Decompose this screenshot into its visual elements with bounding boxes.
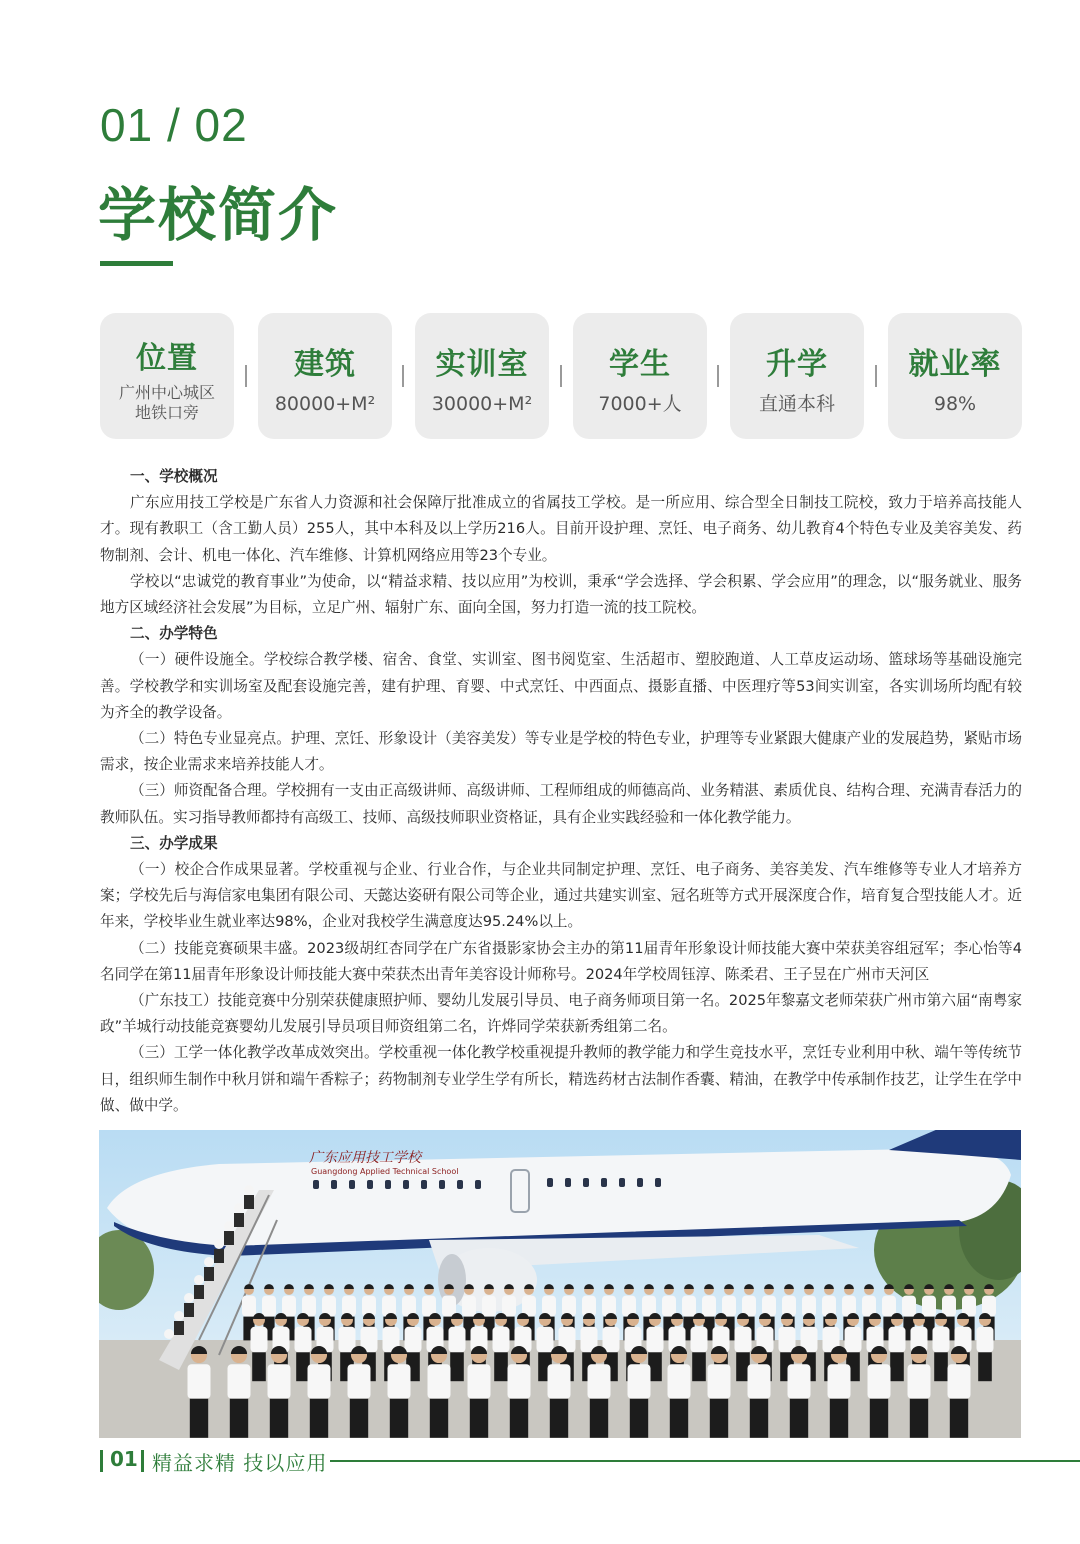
person-shirt xyxy=(682,1296,696,1317)
paragraph: （三）师资配备合理。学校拥有一支由正高级讲师、高级讲师、工程师组成的师德高尚、业务精湛、素质优良、结构合理、充满青春活力的教师队伍。实习指导教师都持有高级工、技师、高级技师职业资格证，具有企业实践经验和一体化教学能力。 xyxy=(100,782,1022,826)
page-title: 学校简介 xyxy=(98,181,339,249)
person-shirt xyxy=(339,1327,356,1353)
person-trousers xyxy=(450,1352,464,1381)
paragraph: （三）工学一体化教学改革成效突出。学校重视一体化教学校重视提升教师的教学能力和学生竞技水平，烹饪专业利用中秋、端午等传统节日，组织师生制作中秋月饼和端午香粽子；药物制剂专业学生学有所长，精选药材古法制作香囊、精油，在教学中传承制作技艺，让学生在学中做、做中学。 xyxy=(100,1044,1022,1114)
person-shirt xyxy=(493,1327,510,1353)
stat-value: 广州中心城区 xyxy=(118,383,215,402)
paragraph: （二）特色专业显亮点。护理、烹饪、形象设计（美容美发）等专业是学校的特色专业，护理等专业紧跟大健康产业的发展趋势，紧贴市场需求，按企业需求来培养技能人才。 xyxy=(100,730,1022,774)
section-heading: 三、办学成果 xyxy=(130,834,218,852)
person-trousers xyxy=(870,1399,888,1438)
person-shirt xyxy=(449,1327,466,1353)
stat-card-further-study xyxy=(730,313,864,439)
stat-value: 直通本科 xyxy=(758,393,835,415)
person-shirt xyxy=(502,1296,516,1317)
stat-label: 就业率 xyxy=(908,347,1002,382)
plane-lettering-en: Guangdong Applied Technical School xyxy=(311,1167,459,1176)
person-shirt xyxy=(668,1364,691,1399)
paragraph: （一）硬件设施全。学校综合教学楼、宿舍、食堂、实训室、图书阅览室、生活超市、塑胶跑道、人工草皮运动场、篮球场等基础设施完善。学校教学和实训场室及配套设施完善，建有护理、育婴、中式烹饪、中西面点、摄影直播、中医理疗等53间实训室，各实训场所均配有较为齐全的教学设备。 xyxy=(100,651,1022,721)
stat-card-building xyxy=(258,313,392,439)
section-heading: 一、学校概况 xyxy=(130,468,218,485)
person-trousers xyxy=(978,1352,992,1381)
stat-card-training-rooms xyxy=(415,313,549,439)
person-shirt xyxy=(828,1364,851,1399)
person-shirt xyxy=(788,1364,811,1399)
person-trousers xyxy=(590,1399,608,1438)
person-shirt xyxy=(428,1364,451,1399)
person-shirt xyxy=(902,1296,916,1317)
body-text xyxy=(100,464,1022,1119)
footer-slogan: 精益求精 技以应用 xyxy=(152,1451,328,1475)
person-shirt xyxy=(647,1327,664,1353)
person-shirt xyxy=(188,1364,211,1399)
person-trousers xyxy=(750,1399,768,1438)
footer-page-number: 01 xyxy=(110,1447,138,1471)
footer-bar xyxy=(100,1450,103,1472)
stat-card-location xyxy=(100,313,234,439)
section-heading: 二、办学特色 xyxy=(130,625,218,643)
person-shirt xyxy=(708,1364,731,1399)
person-shirt xyxy=(228,1364,251,1399)
person-trousers xyxy=(670,1399,688,1438)
person-shirt xyxy=(691,1327,708,1353)
person-trousers xyxy=(790,1399,808,1438)
person-trousers xyxy=(950,1399,968,1438)
stat-divider xyxy=(245,365,247,387)
person-shirt xyxy=(933,1327,950,1353)
person-shirt xyxy=(482,1296,496,1317)
paragraph: （一）校企合作成果显著。学校重视与企业、行业合作，与企业共同制定护理、烹饪、电子商务、美容美发、汽车维修等专业人才培养方案；学校先后与海信家电集团有限公司、天懿达姿研有限公司等企业，通过共建实训室、冠名班等方式开展深度合作，培育复合型技能人才。近年来，学校毕业生就业率达98%，企业对我校学生满意度达95.24%以上。 xyxy=(100,861,1022,931)
person-shirt xyxy=(603,1327,620,1353)
person-trousers xyxy=(910,1399,928,1438)
stats-row xyxy=(100,313,1022,439)
person-shirt xyxy=(882,1296,896,1317)
person-shirt xyxy=(922,1296,936,1317)
person-trousers xyxy=(230,1399,248,1438)
person-shirt xyxy=(468,1364,491,1399)
page-number: 01 / 02 xyxy=(100,99,248,151)
group-photo-illustration xyxy=(99,1130,1021,1438)
person-trousers xyxy=(270,1399,288,1438)
title-underline xyxy=(100,261,173,266)
person-shirt xyxy=(442,1296,456,1317)
person-shirt xyxy=(388,1364,411,1399)
stat-divider xyxy=(560,365,562,387)
person-shirt xyxy=(295,1327,312,1353)
person-trousers xyxy=(310,1399,328,1438)
person-shirt xyxy=(942,1296,956,1317)
stat-divider xyxy=(402,365,404,387)
person-shirt xyxy=(908,1364,931,1399)
person-shirt xyxy=(868,1364,891,1399)
person-shirt xyxy=(662,1296,676,1317)
stat-value: 30000+M² xyxy=(431,393,533,415)
stat-value-line2: 地铁口旁 xyxy=(134,403,199,422)
person-trousers xyxy=(494,1352,508,1381)
person-shirt xyxy=(588,1364,611,1399)
person-trousers xyxy=(470,1399,488,1438)
person-shirt xyxy=(251,1327,268,1353)
stat-label: 学生 xyxy=(609,347,671,382)
person-shirt xyxy=(268,1364,291,1399)
stat-label: 位置 xyxy=(136,341,198,376)
person-trousers xyxy=(890,1352,904,1381)
person-trousers xyxy=(510,1399,528,1438)
person-trousers xyxy=(190,1399,208,1438)
person-shirt xyxy=(628,1364,651,1399)
person-shirt xyxy=(948,1364,971,1399)
person-shirt xyxy=(889,1327,906,1353)
person-shirt xyxy=(977,1327,994,1353)
person-shirt xyxy=(462,1296,476,1317)
person-shirt xyxy=(702,1296,716,1317)
person-shirt xyxy=(722,1296,736,1317)
person-trousers xyxy=(350,1399,368,1438)
stat-card-students xyxy=(573,313,707,439)
stat-card-employment-rate xyxy=(888,313,1022,439)
person-shirt xyxy=(779,1327,796,1353)
paragraph: （广东技工）技能竞赛中分别荣获健康照护师、婴幼儿发展引导员、电子商务师项目第一名。2025年黎嘉文老师荣获广州市第六届“南粤家政”羊城行动技能竞赛婴幼儿发展引导员项目师资组第二名，许烨同学荣获新秀组第二名。 xyxy=(100,992,1022,1036)
stat-label: 升学 xyxy=(766,347,828,382)
paragraph: （二）技能竞赛硕果丰盛。2023级胡红杏同学在广东省摄影家协会主办的第11届青年形象设计师技能大赛中荣获美容组冠军；李心怡等4名同学在第11届青年形象设计师技能大赛中荣获杰出青年美容设计师称号。2024年学校周钰淳、陈柔君、王子昱在广州市天河区 xyxy=(100,939,1022,983)
person-shirt xyxy=(748,1364,771,1399)
person-trousers xyxy=(252,1352,266,1381)
person-trousers xyxy=(934,1352,948,1381)
person-trousers xyxy=(550,1399,568,1438)
stat-label: 建筑 xyxy=(294,347,356,382)
footer-bar xyxy=(141,1450,144,1472)
person-shirt xyxy=(242,1296,256,1317)
person-shirt xyxy=(348,1364,371,1399)
person-shirt xyxy=(282,1296,296,1317)
stat-divider xyxy=(875,365,877,387)
person-shirt xyxy=(508,1364,531,1399)
paragraph: 广东应用技工学校是广东省人力资源和社会保障厅批准成立的省属技工学校。是一所应用、综合型全日制技工院校，致力于培养高技能人才。现有教职工（含工勤人员）255人，其中本科及以上学历216人。目前开设护理、烹饪、电子商务、幼儿教育4个特色专业及美容美发、药物制剂、会计、机电一体化、汽车维修、计算机网络应用等23个专业。 xyxy=(100,494,1022,564)
person-trousers xyxy=(630,1399,648,1438)
stat-value: 80000+M² xyxy=(274,393,376,415)
person-shirt xyxy=(735,1327,752,1353)
plane-lettering-cn: 广东应用技工学校 xyxy=(309,1150,421,1166)
person-shirt xyxy=(845,1327,862,1353)
person-shirt xyxy=(537,1327,554,1353)
stat-value: 7000+人 xyxy=(598,393,682,415)
person-shirt xyxy=(262,1296,276,1317)
person-trousers xyxy=(710,1399,728,1438)
person-shirt xyxy=(308,1364,331,1399)
stat-divider xyxy=(717,365,719,387)
group-photo xyxy=(99,1130,1021,1438)
person-shirt xyxy=(548,1364,571,1399)
person-trousers xyxy=(390,1399,408,1438)
paragraph: 学校以“忠诚党的教育事业”为使命，以“精益求精、技以应用”为校训，秉承“学会选择、学会积累、学会应用”的理念，以“服务就业、服务地方区域经济社会发展”为目标，立足广州、辐射广东、面向全国，努力打造一流的技工院校。 xyxy=(100,572,1022,617)
stat-value: 98% xyxy=(933,393,977,415)
person-trousers xyxy=(830,1399,848,1438)
person-trousers xyxy=(692,1352,706,1381)
person-shirt xyxy=(405,1327,422,1353)
stat-label: 实训室 xyxy=(435,347,529,382)
person-trousers xyxy=(430,1399,448,1438)
footer-rule xyxy=(330,1460,1080,1462)
